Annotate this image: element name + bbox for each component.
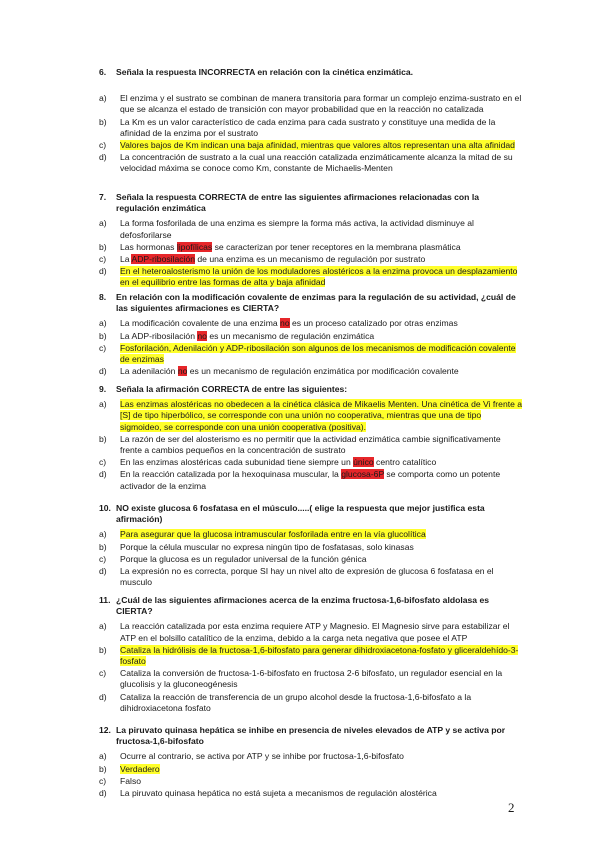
answer-option: [99, 566, 524, 588]
answer-option: [99, 668, 524, 690]
text-run: Cataliza la reacción de transferencia de un grupo alcohol desde la fructosa-1,6-bifosfato a la dihidroxiacetona fosfato: [120, 691, 472, 713]
text-run: Porque la célula muscular no expresa ningún tipo de fosfatasas, solo kinasas: [120, 541, 414, 552]
option-text: [120, 366, 524, 377]
answer-option: [99, 218, 524, 240]
question-number: 12.: [99, 725, 111, 735]
option-letter: b): [99, 116, 107, 127]
answer-option: [99, 788, 524, 799]
answer-option: [99, 751, 524, 762]
question-number: 8.: [99, 292, 107, 302]
answer-option: [99, 645, 524, 667]
question-title: [99, 192, 524, 214]
text-run: La razón de ser del alosterismo es no permitir que la actividad enzimática cambie significativamente frente a cambios pequeños en la concentración de sustrato: [120, 433, 501, 456]
option-text: [120, 751, 524, 762]
option-letter: b): [99, 433, 107, 444]
question-number: 10.: [99, 503, 111, 513]
text-run: La modificación covalente de una enzima: [120, 318, 281, 329]
option-letter: c): [99, 254, 107, 265]
text-run: En las enzimas alostéricas cada subunidad tiene siempre un: [120, 457, 354, 468]
text-run: es un mecanismo de regulación enzimática por modificación covalente: [187, 366, 459, 377]
question-number: 11.: [99, 595, 111, 605]
red-highlight: no: [177, 366, 188, 377]
text-run: La adenilación: [120, 366, 178, 377]
text-run: centro catalítico: [373, 457, 437, 468]
answer-option: [99, 242, 524, 253]
red-highlight: único: [353, 457, 374, 468]
option-letter: a): [99, 218, 107, 229]
option-letter: a): [99, 318, 107, 329]
text-run: es un proceso catalizado por otras enzimas: [289, 318, 458, 329]
option-text: [120, 764, 524, 775]
question-text: En relación con la modificación covalente de enzimas para la regulación de su actividad, ¿cuál de las siguientes afirmaciones es CIERTA?: [116, 292, 516, 314]
answer-option: [99, 764, 524, 775]
answer-option: [99, 266, 524, 288]
question-number: 7.: [99, 192, 107, 202]
option-letter: c): [99, 342, 107, 353]
red-highlight: no: [280, 318, 290, 329]
option-letter: b): [99, 541, 107, 552]
option-letter: d): [99, 566, 107, 577]
option-letter: a): [99, 621, 107, 632]
text-run: La forma fosforilada de una enzima es siempre la forma más activa, la actividad disminuye al defosforilarse: [120, 218, 474, 240]
question-9: [99, 384, 524, 492]
option-letter: d): [99, 366, 107, 377]
text-run: de una enzima es un mecanismo de regulación por sustrato: [195, 254, 426, 265]
text-run: La: [120, 254, 132, 265]
option-text: [120, 399, 524, 433]
question-text: Señala la respuesta INCORRECTA en relación con la cinética enzimática.: [116, 67, 414, 77]
yellow-highlight: En el heteroalosterismo la unión de los moduladores alostéricos a la enzima provoca un desplazamiento en el equilibrio entre las formas de alta y baja afinidad: [120, 266, 518, 288]
option-text: [120, 457, 524, 468]
option-letter: c): [99, 668, 107, 679]
answer-option: [99, 434, 524, 456]
question-title: [99, 595, 524, 617]
option-letter: c): [99, 140, 107, 151]
answer-option: [99, 529, 524, 540]
text-run: La Km es un valor característico de cada enzima para cada sustrato y constituye una medida de la afinidad de la enzima por el sustrato: [120, 116, 496, 138]
answer-option: [99, 776, 524, 787]
page-number: 2: [508, 800, 515, 815]
text-run: En la reacción catalizada por la hexoquinasa muscular, la: [120, 469, 342, 480]
question-title: [99, 503, 524, 525]
answer-option: [99, 152, 524, 174]
text-run: La ADP-ribosilación: [120, 330, 198, 341]
option-letter: d): [99, 469, 107, 480]
option-text: [120, 645, 524, 667]
text-run: La reacción catalizada por esta enzima requiere ATP y Magnesio. El Magnesio sirve para estabilizar el ATP en el bolsillo catalítico de la enzima, debido a la carga neta negativa que posee el ATP: [120, 621, 510, 643]
option-letter: c): [99, 457, 107, 468]
red-highlight: ADP-ribosilación: [131, 254, 196, 265]
option-text: [120, 318, 524, 329]
option-text: [120, 343, 524, 365]
answer-option: [99, 457, 524, 468]
text-run: El enzima y el sustrato se combinan de manera transitoria para formar un complejo enzima-sustrato en el que se alcanza el estado de transición con mayor probabilidad que en la reacción no catalizada: [120, 93, 522, 115]
option-letter: c): [99, 775, 107, 786]
option-text: [120, 152, 524, 174]
option-letter: d): [99, 691, 107, 702]
question-8: [99, 292, 524, 377]
option-text: [120, 542, 524, 553]
text-run: Cataliza la conversión de fructosa-1-6-bifosfato en fructosa 2-6 bifosfato, un regulador esencial en la glucolisis y la gluconeogénesis: [120, 668, 503, 690]
option-letter: a): [99, 529, 107, 540]
answer-option: [99, 343, 524, 365]
red-highlight: glucosa-6P: [341, 469, 385, 480]
yellow-highlight: Verdadero: [120, 763, 160, 774]
text-run: La piruvato quinasa hepática no está sujeta a mecanismos de regulación alostérica: [120, 788, 437, 799]
question-number: 9.: [99, 384, 107, 394]
option-text: [120, 554, 524, 565]
option-letter: b): [99, 644, 107, 655]
answer-option: [99, 366, 524, 377]
option-letter: a): [99, 399, 107, 410]
option-text: [120, 254, 524, 265]
option-letter: a): [99, 93, 107, 104]
question-number: 6.: [99, 67, 107, 77]
text-run: Falso: [120, 775, 142, 786]
text-run: se caracterizan por tener receptores en la membrana plasmática: [212, 241, 461, 252]
option-text: [120, 93, 524, 115]
answer-option: [99, 140, 524, 151]
option-letter: b): [99, 763, 107, 774]
answer-option: [99, 93, 524, 115]
answer-option: [99, 331, 524, 342]
option-text: [120, 242, 524, 253]
yellow-highlight: Cataliza la hidrólisis de la fructosa-1,6-bifosfato para generar dihidroxiacetona-fosfato y gliceraldehído-3-fosfato: [120, 644, 519, 667]
answer-option: [99, 542, 524, 553]
option-text: [120, 117, 524, 139]
option-text: [120, 218, 524, 240]
option-text: [120, 776, 524, 787]
red-highlight: no: [197, 330, 207, 341]
answer-option: [99, 318, 524, 329]
option-letter: d): [99, 152, 107, 163]
option-text: [120, 788, 524, 799]
question-text: Señala la respuesta CORRECTA de entre las siguientes afirmaciones relacionadas con la regulación enzimática: [116, 192, 479, 214]
question-title: [99, 725, 524, 747]
text-run: es un mecanismo de regulación enzimática: [206, 330, 375, 341]
option-text: [120, 566, 524, 588]
option-text: [120, 434, 524, 456]
option-letter: b): [99, 241, 107, 252]
question-title: [99, 292, 524, 314]
answer-option: [99, 117, 524, 139]
yellow-highlight: Fosforilación, Adenilación y ADP-ribosilación son algunos de los mecanismos de modificación covalente de enzimas: [120, 342, 516, 365]
question-text: NO existe glucosa 6 fosfatasa en el músculo.....( elige la respuesta que mejor justifica esta afirmación): [116, 503, 485, 525]
option-letter: b): [99, 330, 107, 341]
question-11: [99, 595, 524, 714]
option-text: [120, 668, 524, 690]
option-text: [120, 692, 524, 714]
option-text: [120, 331, 524, 342]
question-6: [99, 67, 524, 175]
question-title: [99, 384, 524, 395]
red-highlight: lipofílicas: [176, 241, 213, 252]
question-12: [99, 725, 524, 799]
option-letter: d): [99, 266, 107, 277]
option-letter: a): [99, 751, 107, 762]
text-run: se comporta como un potente activador de la enzima: [120, 469, 501, 491]
text-run: Ocurre al contrario, se activa por ATP y se inhibe por fructosa-1,6-bifosfato: [120, 751, 404, 762]
option-text: [120, 140, 524, 151]
yellow-highlight: Las enzimas alostéricas no obedecen a la cinética clásica de Mikaelis Menten. Una cinética de Vi frente a [S] de tipo hiperbólico, se corresponde con una unión no cooperativa, mientras que una de tipo sigmoideo, se corresponde con una unión cooperativa (positiva).: [120, 399, 523, 432]
option-letter: d): [99, 788, 107, 799]
answer-option: [99, 254, 524, 265]
answer-option: [99, 554, 524, 565]
option-text: [120, 266, 524, 288]
option-letter: c): [99, 553, 107, 564]
answer-option: [99, 399, 524, 433]
text-run: La expresión no es correcta, porque SI hay un nivel alto de expresión de glucosa 6 fosfatasa en el musculo: [120, 566, 494, 588]
option-text: [120, 621, 524, 643]
answer-option: [99, 621, 524, 643]
text-run: Las hormonas: [120, 241, 177, 252]
yellow-highlight: Valores bajos de Km indican una baja afinidad, mientras que valores altos representan una alta afinidad: [120, 140, 515, 151]
question-text: Señala la afirmación CORRECTA de entre las siguientes:: [116, 384, 348, 394]
question-7: [99, 192, 524, 289]
answer-option: [99, 469, 524, 491]
option-text: [120, 469, 524, 491]
answer-option: [99, 692, 524, 714]
question-text: ¿Cuál de las siguientes afirmaciones acerca de la enzima fructosa-1,6-bifosfato aldolasa es CIERTA?: [116, 595, 490, 617]
question-10: [99, 503, 524, 588]
question-text: La piruvato quinasa hepática se inhibe en presencia de niveles elevados de ATP y se activa por fructosa-1,6-bifosfato: [116, 725, 506, 747]
text-run: Porque la glucosa es un regulador universal de la función génica: [120, 553, 367, 564]
option-text: [120, 529, 524, 540]
text-run: La concentración de sustrato a la cual una reacción catalizada enzimáticamente alcanza la mitad de su velocidad máxima se conoce como Km, constante de Michaelis-Menten: [120, 152, 513, 174]
yellow-highlight: Para asegurar que la glucosa intramuscular fosforilada entre en la vía glucolítica: [120, 529, 426, 540]
question-title: [99, 67, 524, 78]
